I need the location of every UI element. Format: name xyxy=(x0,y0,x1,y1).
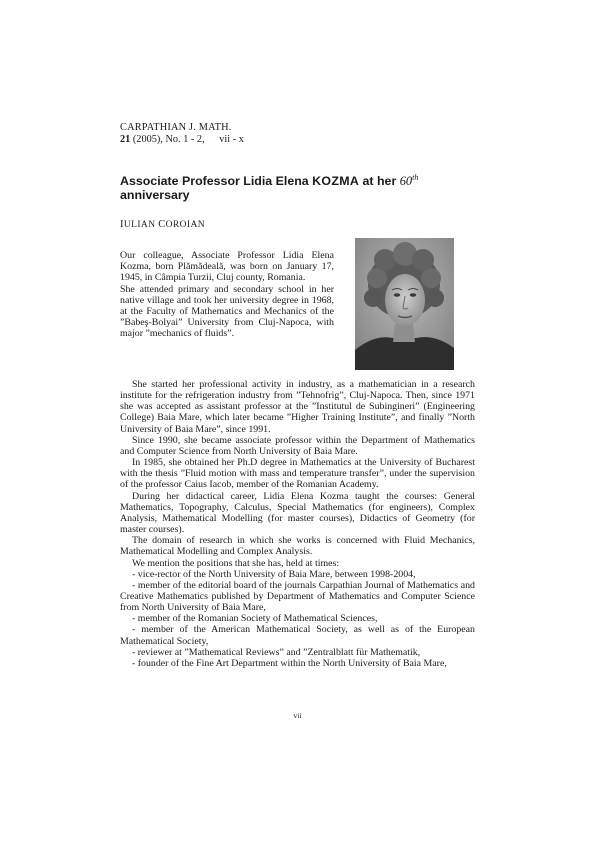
article-body xyxy=(120,379,475,669)
author-name xyxy=(120,219,205,230)
position-item: - member of the editorial board of the journals Carpathian Journal of Mathematics and Creative Mathematics published by Department of Mathematics and Computer Science from North University of Baia Mare, xyxy=(120,579,475,614)
author-last-rest: OROIAN xyxy=(165,220,205,230)
body-paragraph: We mention the positions that she has, held at times: xyxy=(132,557,340,569)
author-first-rest: ULIAN xyxy=(123,220,159,230)
journal-year-issue: (2005), No. 1 - 2, xyxy=(132,133,205,145)
body-paragraph: During her didactical career, Lidia Elena Kozma taught the courses: General Mathematics, Topography, Calculus, Special Mathematics (for engineers), Complex Analysis, Mathematical Modelling (for master courses), Didactics of Geometry (for master courses). xyxy=(120,490,475,536)
body-paragraph: She started her professional activity in industry, as a mathematician in a research institute for the refrigeration industry from ”Tehnofrig”, Cluj-Napoca. Then, since 1971 she was accepted as assistant professor at the ”Institutul de Subingineri” (Engineering College) Baia Mare, which later became ”Higher Training Institute”, and finally ”North University of Baia Mare”, since 1991. xyxy=(120,379,475,435)
author-initial-first: I xyxy=(120,219,124,230)
portrait-photo xyxy=(355,238,454,370)
author-initial-last: C xyxy=(158,219,166,230)
position-item: - reviewer at ”Mathematical Reviews” and ”Zentralblatt für Mathematik, xyxy=(132,646,421,658)
title-number: 60 xyxy=(399,174,413,189)
body-paragraph: The domain of research in which she works is concerned with Fluid Mechanics, Mathematical Modelling and Complex Analysis. xyxy=(120,535,475,558)
journal-name: CARPATHIAN J. MATH. xyxy=(120,122,232,133)
portrait-image xyxy=(355,238,454,370)
position-item: - vice-rector of the North University of Baia Mare, between 1998-2004, xyxy=(132,568,416,580)
intro-paragraph-2: She attended primary and secondary school in her native village and took her university degree in 1968, at the Faculty of Mathematics and Mechanics of the ”Babeş-Bolyai” University from Cluj-Napoca, with major ”mechanics of fluids”. xyxy=(120,283,334,340)
body-paragraph: Since 1990, she became associate professor within the Department of Mathematics and Computer Science from North University of Baia Mare. xyxy=(120,434,475,457)
title-superscript: th xyxy=(412,173,419,182)
title-line2: anniversary xyxy=(120,187,190,202)
title-suffix: at her xyxy=(359,174,400,189)
title-prefix: Associate Professor Lidia Elena xyxy=(120,174,313,189)
position-item: - member of the American Mathematical Society, as well as of the European Mathematical Society, xyxy=(120,624,475,647)
journal-volume: 21 xyxy=(120,133,131,145)
title-surname: KOZMA xyxy=(312,174,360,189)
journal-header xyxy=(120,122,244,145)
article-title xyxy=(120,171,480,202)
position-item: - founder of the Fine Art Department within the North University of Baia Mare, xyxy=(132,657,447,669)
body-paragraph: In 1985, she obtained her Ph.D degree in Mathematics at the University of Bucharest with the thesis ”Fluid motion with mass and temperature transfer”, under the supervision of the professor Caius Iacob, member of the Romanian Academy. xyxy=(120,457,475,491)
position-item: - member of the Romanian Society of Mathematical Sciences, xyxy=(132,613,378,625)
page-number: vii xyxy=(293,711,302,720)
journal-pages: vii - x xyxy=(219,133,244,145)
journal-citation xyxy=(120,134,244,146)
intro-text xyxy=(120,250,334,340)
intro-paragraph-1: Our colleague, Associate Professor Lidia Elena Kozma, born Plămădeală, was born on January 17, 1945, in Câmpia Turzii, Cluj county, Romania. xyxy=(120,250,334,284)
